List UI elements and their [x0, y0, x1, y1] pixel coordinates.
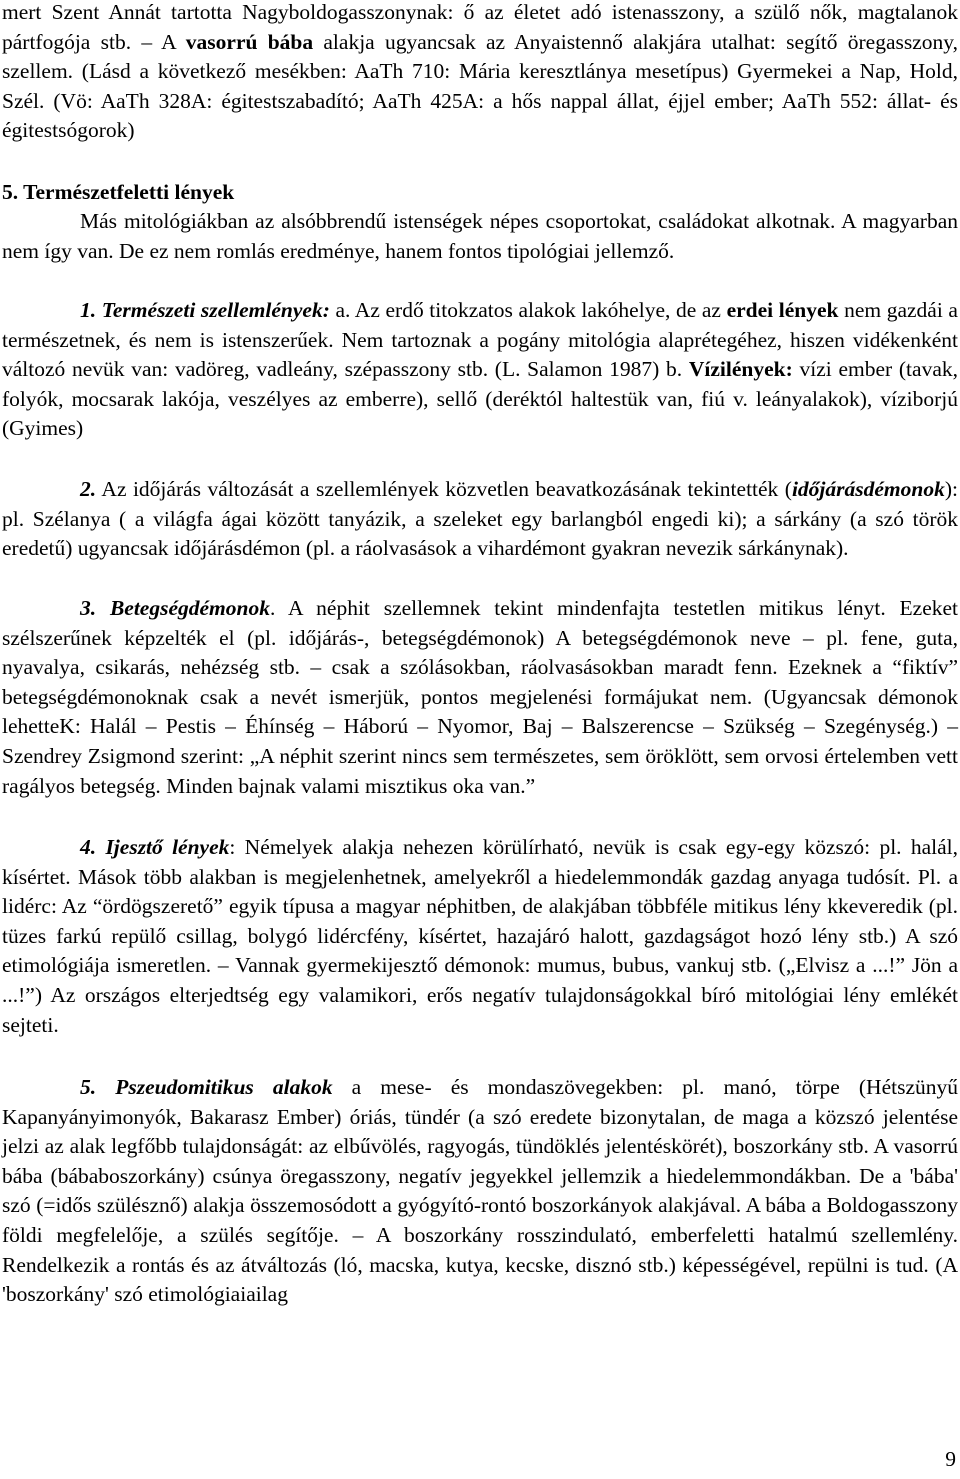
- item-1-text-3: vízi ember (tavak, folyók, mocsarak lakója, veszélyes az emberre), sellő (deréktól haltestük van, fiú v. leányalakok), víziborjú (Gyimes): [2, 357, 958, 441]
- item-5-title: Pszeudomitikus alakok: [115, 1075, 333, 1099]
- item-2-text-1: Az időjárás változását a szellemlények közvetlen beavatkozásának tekintették (: [96, 477, 792, 501]
- item-1-paragraph: [2, 296, 958, 444]
- item-2-paragraph: [2, 475, 958, 564]
- section-heading: 5. Természetfeletti lények: [2, 180, 235, 204]
- item-1-bold-term-2: Vízilények:: [688, 357, 793, 382]
- intro-bold-term: vasorrú bába: [185, 29, 314, 54]
- item-5-number: 5.: [80, 1075, 116, 1099]
- item-2-title: időjárásdémonok: [791, 477, 945, 501]
- item-1-title: Természeti szellemlények:: [101, 298, 330, 322]
- item-3-title: Betegségdémonok: [109, 596, 270, 620]
- item-1-text-2: nem gazdái a természetnek, és nem is istenszerűek. Nem tartoznak a pogány mitológia alaprétegéhez, hiszen vidékenként változó nevük van: vadöreg, vadleány, szépasszony stb. (L. Salamon 1987) b.: [2, 298, 958, 382]
- intro-text-1: mert Szent Annát tartotta Nagyboldogasszonynak: ő az életet adó istenasszony, a szülő nők, magtalanok pártfogója stb. – A: [2, 0, 958, 54]
- intro-paragraph: [2, 0, 958, 146]
- item-5-text: a mese- és mondaszövegekben: pl. manó, törpe (Hétszünyű Kapanyányimonyók, Bakarasz Ember) óriás, tündér (a szó eredete bizonytalan, de maga a közszó jelentése jelzi az alak legfőbb tulajdonságát: az elbűvölés, ragyogás, tündöklés jelentéskörét), boszorkány stb. A vasorrú bába (bábaboszorkány) csúnya öregasszony, negatív jegyekkel jellemzik a hiedelemmondákban. De a 'bába' szó (=idős szülésznő) alakja összemosódott a gyógyító-rontó boszorkányok alakjával. A bába a Boldogasszony földi megfelelője, a szülés segítője. – A boszorkány rosszindulató, emberfeletti hatalmú szellemlény. Rendelkezik a rontás és az átváltozás (ló, macska, kutya, kecske, disznó stb.) képességével, repülni is tud. (A 'boszorkány' szó etimológiaiailag: [2, 1075, 959, 1307]
- item-5-paragraph: [2, 1073, 958, 1310]
- item-2-number: 2.: [80, 477, 97, 501]
- intro-text-2: alakja ugyancsak az Anyaistennő alakjára utalhat: segítő öregasszony, szellem. (Lásd a következő mesékben: AaTh 710: Mária keresztlánya mesetípus) Gyermekei a Nap, Hold, Szél. (Vö: AaTh 328A: égitestszabadító; AaTh 425A: a hős nappal állat, éjjel ember; AaTh 552: állat- és égitestsógorok): [2, 29, 958, 143]
- item-4-paragraph: [2, 833, 958, 1040]
- item-1-text-1: a. Az erdő titokzatos alakok lakóhelye, de az: [329, 298, 727, 322]
- section-intro-paragraph: Más mitológiákban az alsóbbrendű istenségek népes csoportokat, családokat alkotnak. A magyarban nem így van. De ez nem romlás eredménye, hanem fontos tipológiai jellemző.: [2, 209, 958, 263]
- item-4-number: 4.: [80, 835, 106, 859]
- item-4-title: Ijesztő lények: [105, 835, 230, 859]
- item-4-text: : Némelyek alakja nehezen körülírható, nevük is csak egy-egy közszó: pl. halál, kísértet. Mások több alakban is megjelenhetnek, amelyekről a hiedelemmondák gazdag anyaga tudósít. Pl. a lidérc: Az “ördögszerető” egyik típusa a magyar néphitben, de alakjában többféle mitikus lény kkeveredik (pl. tüzes farkú repülő csillag, bolygó lidércfény, kísértet, hazajáró halott, gazdagságot hozó lény stb.) A szó etimológiája ismeretlen. – Vannak gyermekijesztő démonok: mumus, bubus, vankuj stb. („Elvisz a ...!” Jön a ...!”) Az országos elterjedtség egy valamikori, erős negatív tulajdonságokkal bíró mitológiai lény emlékét sejteti.: [2, 835, 959, 1037]
- item-3-paragraph: [2, 594, 958, 801]
- item-1-number: 1.: [80, 298, 102, 322]
- item-3-text: . A néphit szellemnek tekint mindenfajta testetlen mitikus lényt. Ezeket szélszerűnek képzelték el (pl. időjárás-, betegségdémonok) A betegségdémonok neve – pl. fene, guta, nyavalya, csikarás, nehézség stb. – csak a szólásokban, ráolvasásokban maradt fenn. Ezeknek a “fiktív” betegségdémonoknak csak a nevét ismerjük, pontos megjelenési formájukat nem. (Ugyancsak démonok lehetteK: Halál – Pestis – Éhínség – Háború – Nyomor, Baj – Balszerencse – Szükség – Szegénység.) – Szendrey Zsigmond szerint: „A néphit szerint nincs sem természetes, sem öröklött, sem orvosi értelemben vett ragályos betegség. Minden bajnak valami misztikus oka van.”: [2, 596, 959, 798]
- page-number: 9: [945, 1447, 956, 1471]
- item-1-bold-term-1: erdei lények: [726, 298, 839, 322]
- item-3-number: 3.: [80, 596, 110, 620]
- item-2-text-2: ): pl. Szélanya ( a világfa ágai között tanyázik, a szeleket egy barlangból engedi ki); a sárkány (a szó török eredetű) ugyancsak időjárásdémon (pl. a ráolvasások a vihardémont gyakran nevezik sárkánynak).: [2, 477, 958, 561]
